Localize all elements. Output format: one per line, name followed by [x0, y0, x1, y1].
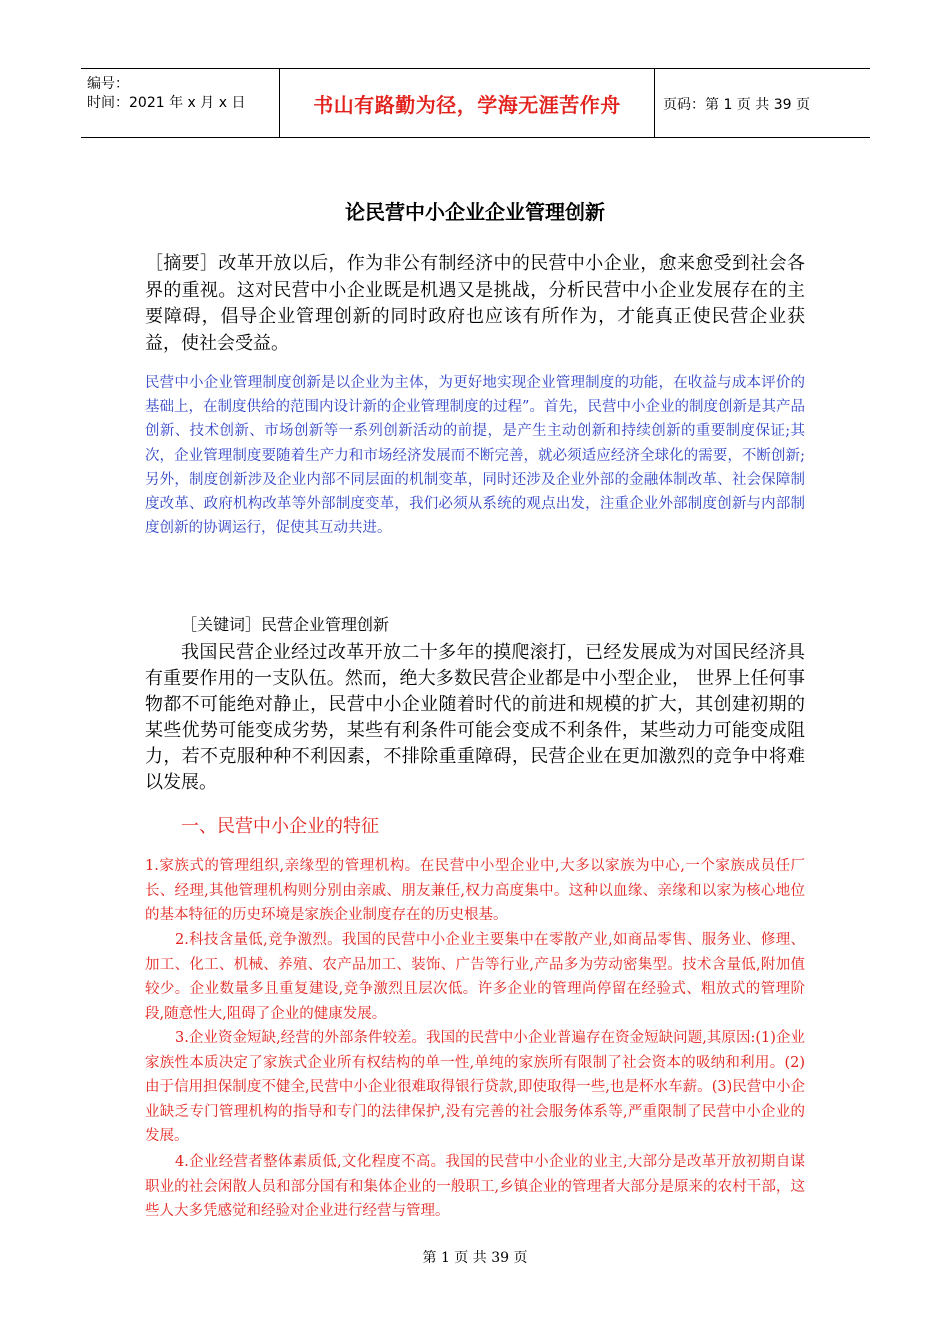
keywords-line: ［关键词］民营企业管理创新 — [181, 615, 390, 634]
feature-paragraph-3: 3.企业资金短缺,经营的外部条件较差。我国的民营中小企业普遍存在资金短缺问题,其原因:(1)企业家族性本质决定了家族式企业所有权结构的单一性,单纯的家族所有限制了社会资本的吸纳和利用。(2)由于信用担保制度不健全,民营中小企业很难取得银行贷款,即使取得一些,也是杯水车薪。(3)民营中小企业缺乏专门管理机构的指导和专门的法律保护,没有完善的社会服务体系等,严重限制了民营中小企业的发展。 — [145, 1030, 805, 1144]
feature-paragraph-2: 2.科技含量低,竞争激烈。我国的民营中小企业主要集中在零散产业,如商品零售、服务业、修理、加工、化工、机械、养殖、农产品加工、装饰、广告等行业,产品多为劳动密集型。技术含量低,附加值较少。企业数量多且重复建设,竞争激烈且层次低。许多企业的管理尚停留在经验式、粗放式的管理阶段,随意性大,阻碍了企业的健康发展。 — [145, 932, 805, 1022]
header-meta-cell — [81, 69, 280, 137]
feature-paragraph-1: 1.家族式的管理组织,亲缘型的管理机构。在民营中小型企业中,大多以家族为中心,一个家族成员任厂长、经理,其他管理机构则分别由亲戚、朋友兼任,权力高度集中。这种以血缘、亲缘和以家为核心地位的基本特征的历史环境是家族企业制度存在的历史根基。 — [145, 858, 805, 923]
document-date-label: 时间：2021 年 x 月 x 日 — [87, 95, 246, 111]
document-title: 论民营中小企业企业管理创新 — [345, 200, 605, 224]
page-footer: 第 1 页 共 39 页 — [422, 1250, 528, 1266]
feature-paragraph-4: 4.企业经营者整体素质低,文化程度不高。我国的民营中小企业的业主,大部分是改革开放初期自谋职业的社会闲散人员和部分国有和集体企业的一般职工,乡镇企业的管理者大部分是原来的农村干部，这些人大多凭感觉和经验对企业进行经营与管理。 — [145, 1154, 805, 1219]
highlight-paragraph: 民营中小企业管理制度创新是以企业为主体，为更好地实现企业管理制度的功能，在收益与成本评价的基础上，在制度供给的范围内设计新的企业管理制度的过程”。首先，民营中小企业的制度创新是其产品创新、技术创新、市场创新等一系列创新活动的前提，是产生主动创新和持续创新的重要制度保证;其次，企业管理制度要随着生产力和市场经济发展而不断完善，就必须适应经济全球化的需要，不断创新;另外，制度创新涉及企业内部不同层面的机制变革，同时还涉及企业外部的金融体制改革、社会保障制度改革、政府机构改革等外部制度变革，我们必须从系统的观点出发，注重企业外部制度创新与内部制度创新的协调运行，促使其互动共进。 — [145, 375, 805, 537]
header-table — [81, 68, 870, 138]
document-number-label: 编号： — [87, 76, 129, 92]
header-page-info: 页码：第 1 页 共 39 页 — [663, 97, 810, 113]
abstract-paragraph: ［摘要］改革开放以后，作为非公有制经济中的民营中小企业，愈来愈受到社会各界的重视。这对民营中小企业既是机遇又是挑战，分析民营中小企业发展存在的主要障碍，倡导企业管理创新的同时政府也应该有所作为，才能真正使民营企业获益，使社会受益。 — [145, 253, 805, 354]
header-motto: 书山有路勤为径，学海无涯苦作舟 — [280, 69, 655, 137]
section-heading: 一、民营中小企业的特征 — [181, 816, 379, 837]
intro-paragraph: 我国民营企业经过改革开放二十多年的摸爬滚打，已经发展成为对国民经济具有重要作用的一支队伍。然而，绝大多数民营企业都是中小型企业， 世界上任何事物都不可能绝对静止，民营中小企业随着时代的前进和规模的扩大，其创建初期的某些优势可能变成劣势，某些有利条件可能会变成不利条件，某些动力可能变成阻力，若不克服种种不利因素，不排除重重障碍，民营企业在更加激烈的竞争中将难以发展。 — [145, 642, 805, 793]
